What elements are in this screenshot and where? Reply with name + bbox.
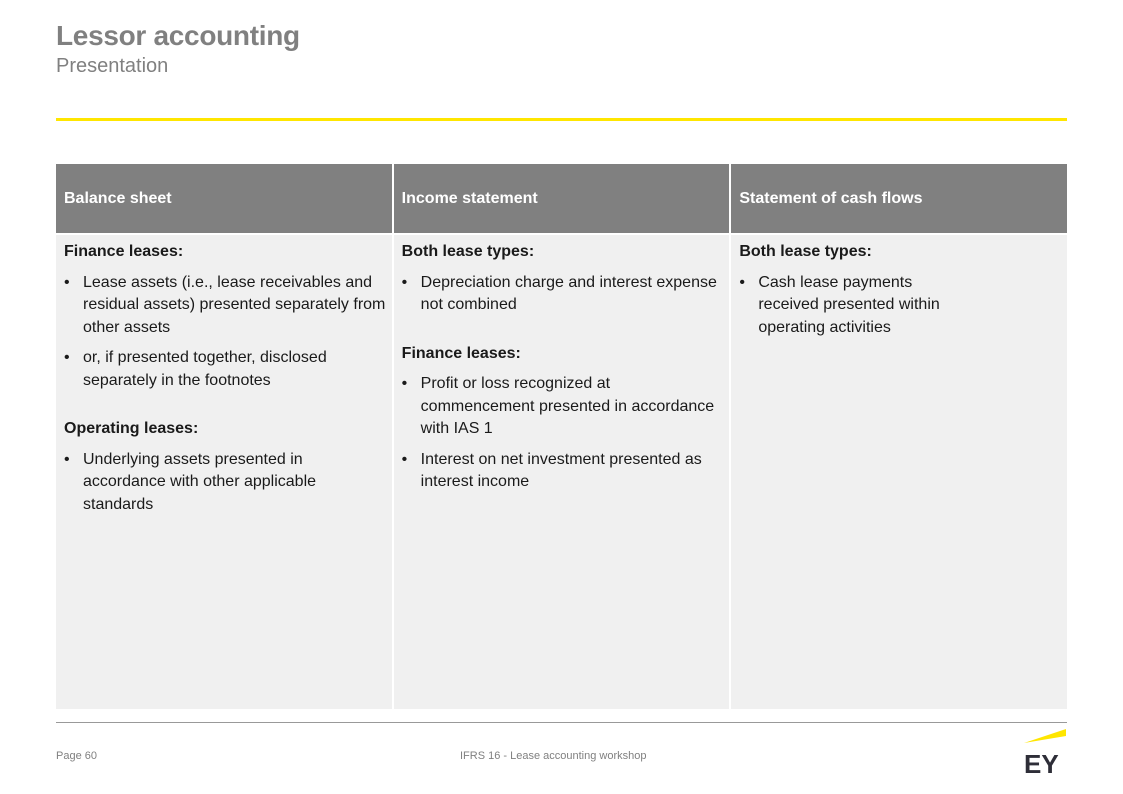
bullet-item: • Cash lease payments received presented within operating activities — [739, 272, 967, 340]
bullet-list — [64, 272, 386, 393]
logo-text: EY — [1024, 749, 1059, 775]
bullet-list — [64, 449, 386, 517]
bullet-item: • Interest on net investment presented as interest income — [402, 449, 724, 494]
bullet-list — [739, 272, 967, 340]
column-cash-flows — [731, 164, 1067, 709]
column-body — [56, 235, 392, 709]
column-header: Balance sheet — [56, 164, 392, 233]
page-title: Lessor accounting — [56, 20, 300, 51]
bullet-item: • Underlying assets presented in accordance with other applicable standards — [64, 449, 386, 517]
bullet-item: • Depreciation charge and interest expense not combined — [402, 272, 724, 317]
section-heading: Both lease types: — [401, 243, 535, 260]
bullet-list — [402, 373, 724, 494]
bullet-item: • Lease assets (i.e., lease receivables and residual assets) presented separately from other assets — [64, 272, 386, 340]
ey-logo-icon — [1022, 729, 1068, 775]
section-heading: Operating leases: — [64, 420, 199, 437]
footer-title: IFRS 16 - Lease accounting workshop — [460, 750, 647, 762]
column-header: Statement of cash flows — [731, 164, 1067, 233]
bullet-item: • or, if presented together, disclosed separately in the footnotes — [64, 347, 386, 392]
section-heading: Both lease types: — [739, 243, 872, 260]
bullet-item: • Profit or loss recognized at commencement presented in accordance with IAS 1 — [402, 373, 724, 441]
title-divider — [56, 118, 1067, 121]
page-subtitle: Presentation — [56, 55, 169, 77]
section-heading: Finance leases: — [401, 344, 521, 362]
page-number: Page 60 — [56, 750, 97, 762]
column-body — [731, 235, 1067, 709]
column-balance-sheet — [56, 164, 392, 709]
column-body — [394, 235, 730, 709]
presentation-table — [56, 164, 1067, 709]
bullet-list — [402, 272, 724, 317]
column-income-statement — [394, 164, 730, 709]
column-header: Income statement — [394, 164, 730, 233]
section-heading: Finance leases: — [64, 243, 184, 260]
footer-divider — [56, 722, 1067, 723]
